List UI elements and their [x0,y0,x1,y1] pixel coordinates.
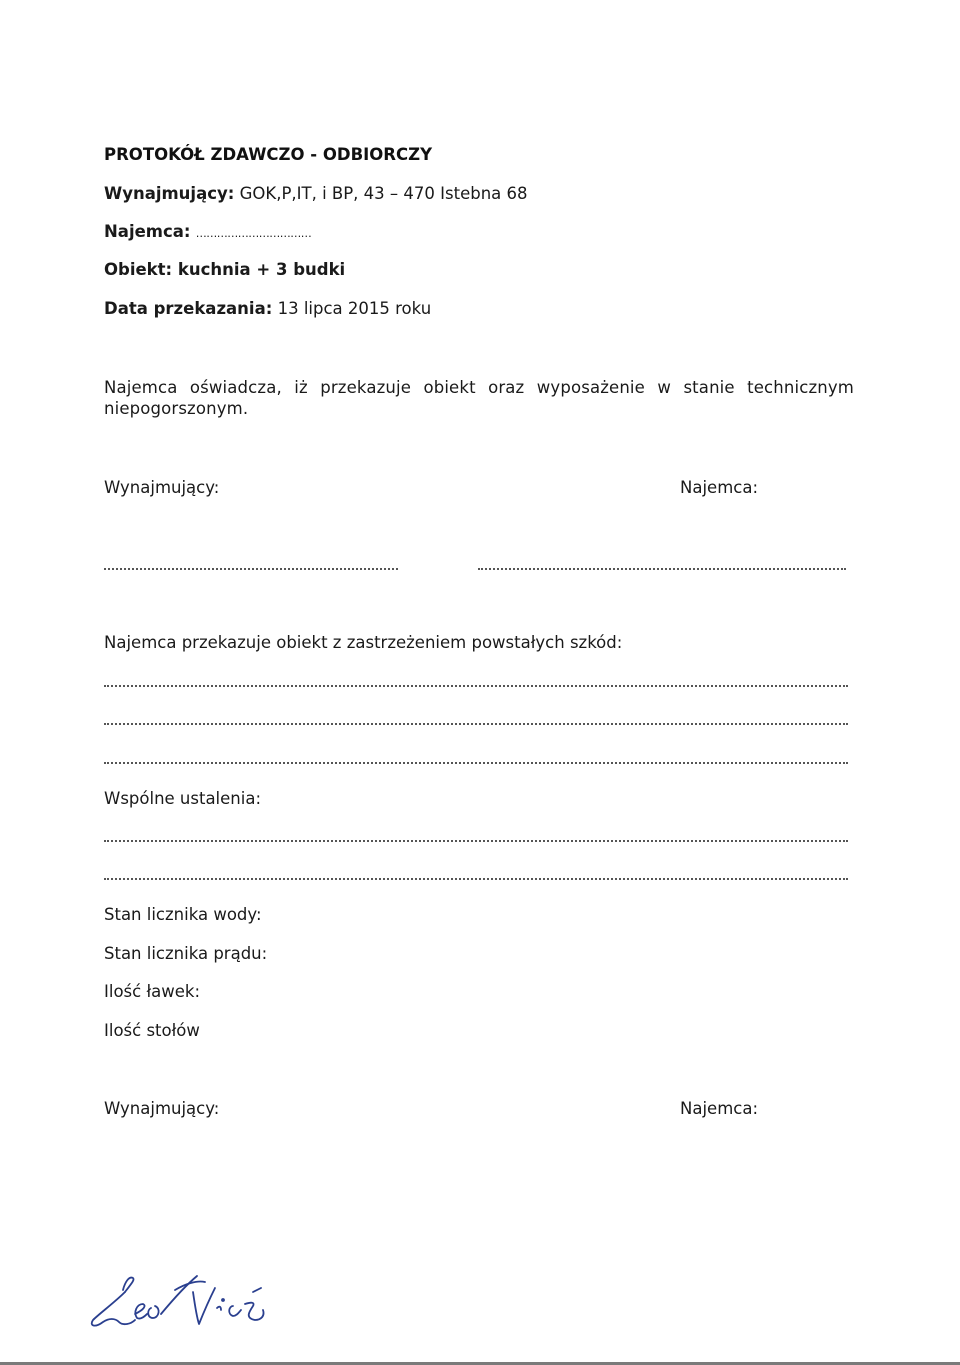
landlord-label: Wynajmujący: [104,184,235,203]
landlord-signature-label-top: Wynajmujący: [104,478,220,497]
tables-count-label: Ilość stołów [104,1021,200,1040]
date-value: 13 lipca 2015 roku [277,299,432,318]
tenant-signature-label-top: Najemca: [680,478,759,497]
date-label: Data przekazania: [104,299,273,318]
object-line: Obiekt: kuchnia + 3 budki [104,260,346,279]
document-title: PROTOKÓŁ ZDAWCZO - ODBIORCZY [104,145,433,164]
benches-count-label: Ilość ławek: [104,982,201,1001]
landlord-signature-label-bottom: Wynajmujący: [104,1099,220,1118]
date-line [104,299,431,319]
damages-label: Najemca przekazuje obiekt z zastrzeżeniem powstałych szkód: [104,633,623,652]
tenant-line [104,222,311,244]
damages-line-1 [104,683,848,687]
agreements-line-2 [104,876,848,880]
water-meter-label: Stan licznika wody: [104,905,262,924]
handwritten-signature [85,1262,275,1342]
tenant-label: Najemca: [104,222,191,241]
damages-line-2 [104,721,848,725]
tenant-signature-line-top [478,566,846,570]
statement-paragraph: Najemca oświadcza, iż przekazuje obiekt oraz wyposażenie w stanie technicznym niepogorszonym. [104,378,854,418]
agreements-label: Wspólne ustalenia: [104,789,261,808]
damages-line-3 [104,760,848,764]
power-meter-label: Stan licznika prądu: [104,944,268,963]
landlord-line [104,184,528,204]
landlord-value: GOK,P,IT, i BP, 43 – 470 Istebna 68 [239,184,528,203]
agreements-line-1 [104,838,848,842]
landlord-signature-line-top [104,566,398,570]
tenant-signature-label-bottom: Najemca: [680,1099,759,1118]
tenant-value: …………………………… [195,227,312,240]
